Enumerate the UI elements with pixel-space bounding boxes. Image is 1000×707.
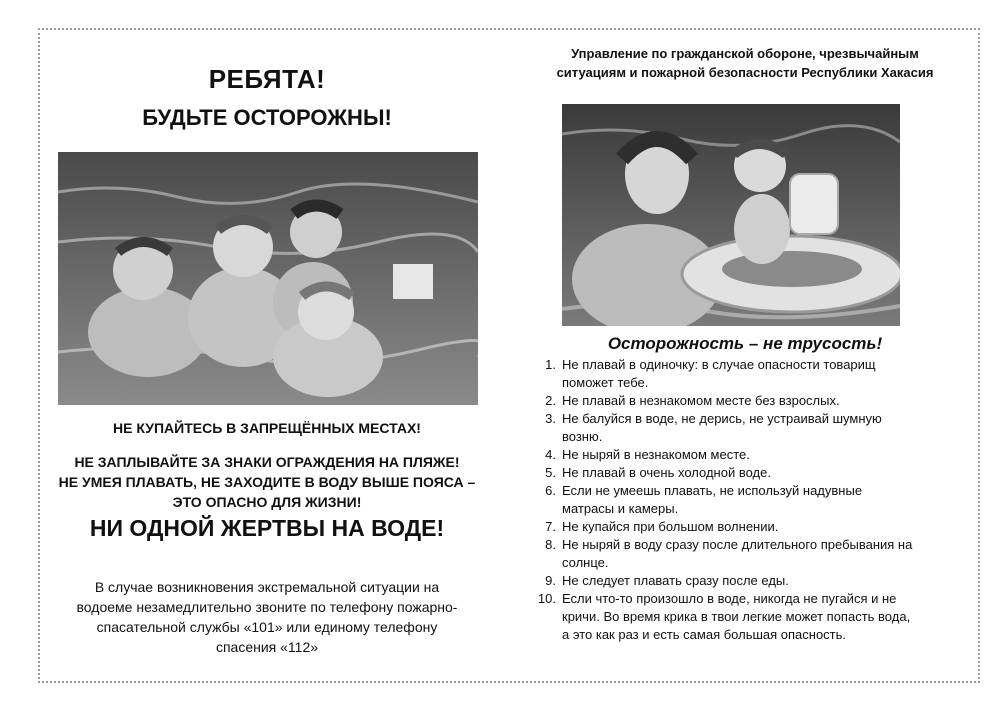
info-line: водоеме незамедлительно звоните по телефону пожарно-: [76, 599, 458, 615]
list-item: 5. Не плавай в очень холодной воде.: [545, 465, 771, 480]
org-line: Управление по гражданской обороне, чрезвычайным: [571, 46, 919, 61]
list-item: 2. Не плавай в незнакомом месте без взрослых.: [545, 393, 840, 408]
list-item: 6. Если не умеешь плавать, не используй надувные матрасы и камеры.: [545, 483, 863, 516]
warning-line: НЕ ЗАПЛЫВАЙТЕ ЗА ЗНАКИ ОГРАЖДЕНИЯ НА ПЛЯЖЕ!: [74, 454, 460, 470]
organization-name: [530, 44, 960, 82]
info-line: спасения «112»: [215, 639, 319, 655]
list-item: 3. Не балуйся в воде, не дерись, не устраивай шумную возню.: [545, 411, 882, 444]
list-item: 4. Не ныряй в незнакомом месте.: [545, 447, 750, 462]
list-item: 9. Не следует плавать сразу после еды.: [545, 573, 789, 588]
info-line: спасательной службы «101» или единому телефону: [96, 619, 438, 635]
safety-rules-list: [530, 356, 960, 644]
warning-forbidden-places: НЕ КУПАЙТЕСЬ В ЗАПРЕЩЁННЫХ МЕСТАХ!: [113, 420, 421, 436]
emergency-info: [62, 577, 472, 657]
warning-line: ЭТО ОПАСНО ДЛЯ ЖИЗНИ!: [172, 494, 362, 510]
children-swimming-photo: [58, 152, 478, 405]
list-item: 10. Если что-то произошло в воде, никогда не пугайся и не кричи. Во время крика в твои легкие может попасть вода, а это как раз и есть самая большая опасность.: [537, 591, 911, 642]
warning-block: [52, 452, 482, 512]
mother-child-swimming-photo: [562, 104, 900, 326]
list-item: 1. Не плавай в одиночку: в случае опасности товарищ поможет тебе.: [545, 357, 876, 390]
headline-kids: РЕБЯТА!: [208, 64, 326, 94]
headline-be-careful: БУДЬТЕ ОСТОРОЖНЫ!: [142, 105, 392, 130]
motto-caution: Осторожность – не трусость!: [607, 334, 883, 353]
list-item: 7. Не купайся при большом волнении.: [545, 519, 779, 534]
slogan-no-victims: НИ ОДНОЙ ЖЕРТВЫ НА ВОДЕ!: [89, 515, 445, 541]
list-item: 8. Не ныряй в воду сразу после длительного пребывания на солнце.: [545, 537, 913, 570]
org-line: ситуациям и пожарной безопасности Республики Хакасия: [556, 65, 934, 80]
warning-line: НЕ УМЕЯ ПЛАВАТЬ, НЕ ЗАХОДИТЕ В ВОДУ ВЫШЕ ПОЯСА –: [58, 474, 476, 490]
info-line: В случае возникновения экстремальной ситуации на: [94, 579, 440, 595]
